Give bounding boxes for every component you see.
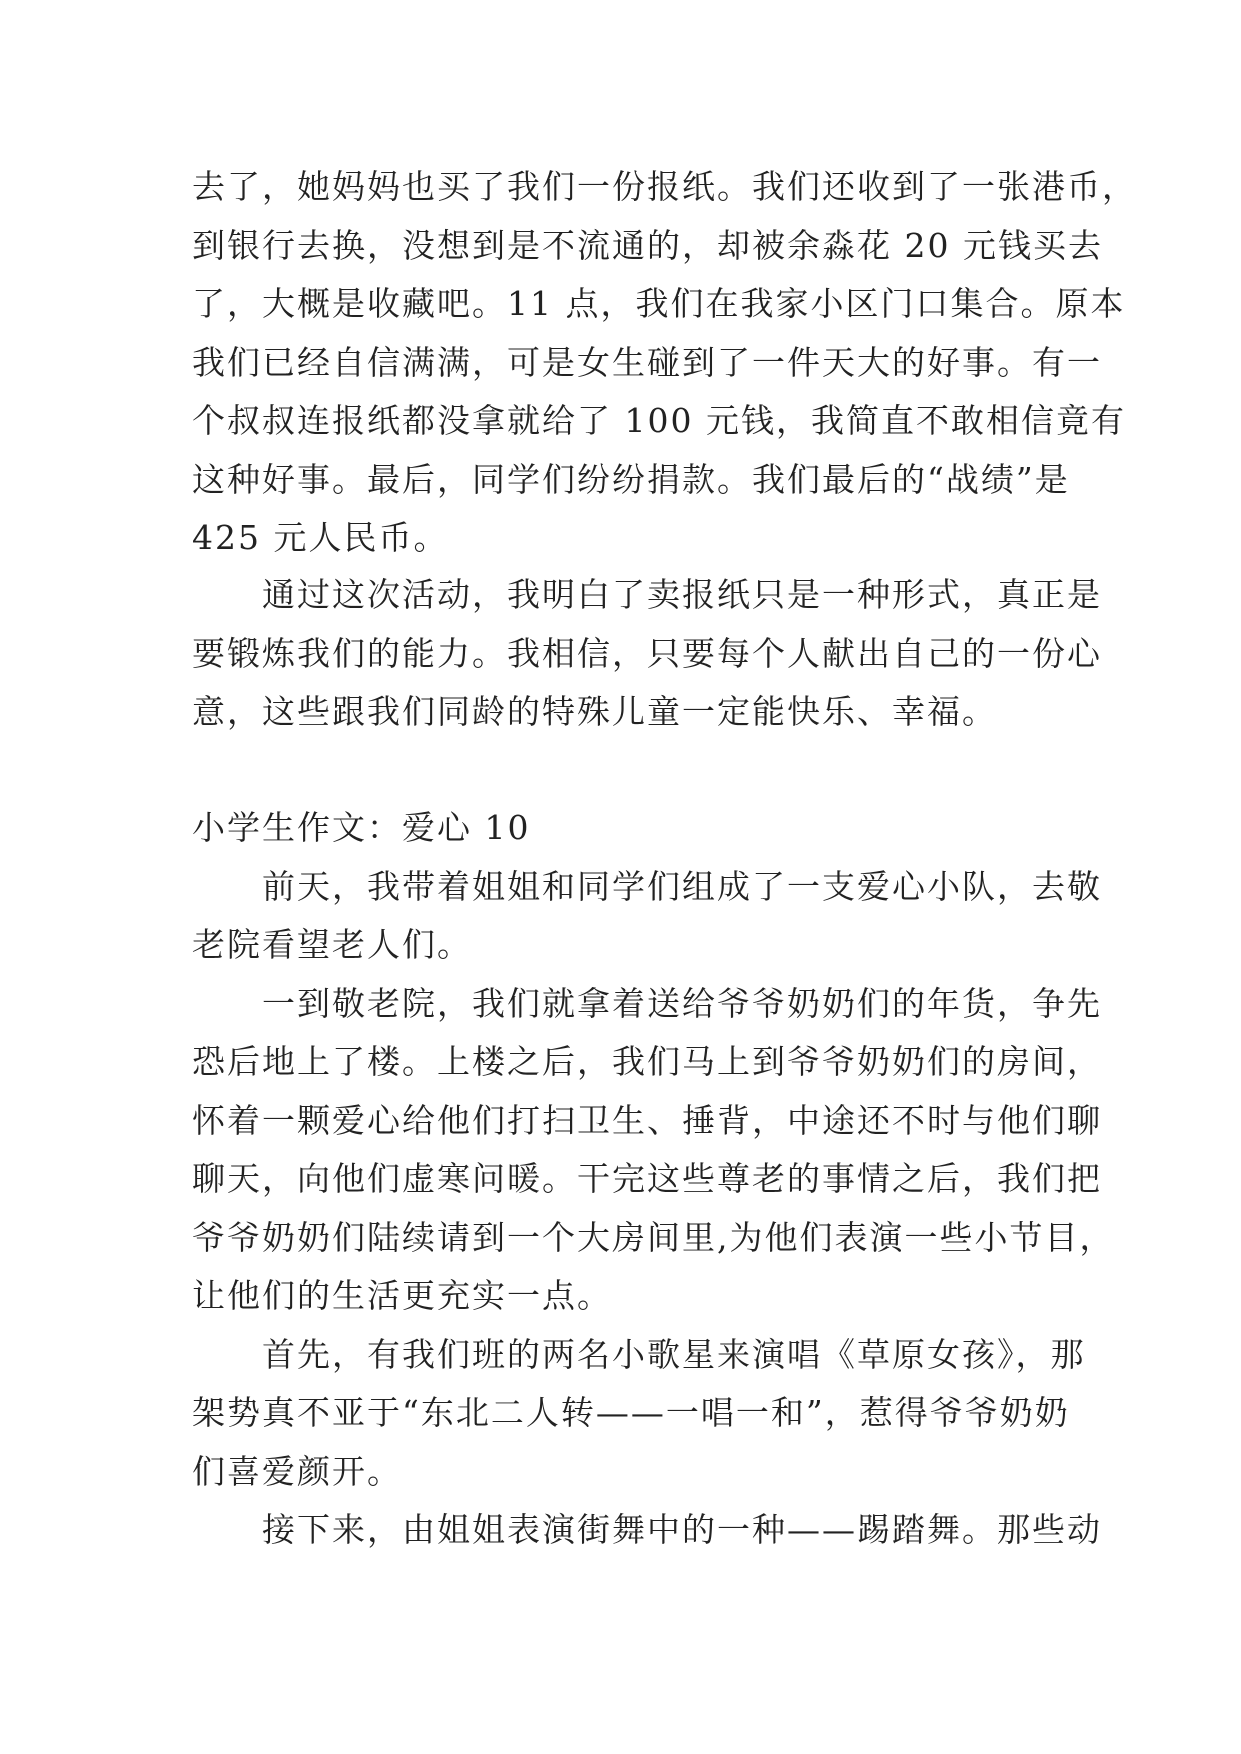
text-line: 前天，我带着姐姐和同学们组成了一支爱心小队，去敬 (192, 866, 1102, 906)
text-line: 我们已经自信满满，可是女生碰到了一件天大的好事。有一 (192, 342, 1102, 382)
text-line: 让他们的生活更充实一点。 (192, 1276, 612, 1315)
text-line: 架势真不亚于“东北二人转——一唱一和”，惹得爷爷奶奶 (192, 1393, 1070, 1432)
text-line: 通过这次活动，我明白了卖报纸只是一种形式，真正是 (192, 575, 1102, 614)
text-line: 接下来，由姐姐表演街舞中的一种——踢踏舞。那些动 (192, 1510, 1102, 1549)
essay-section-10 (192, 799, 1115, 1560)
text-line: 一到敬老院，我们就拿着送给爷爷奶奶们的年货，争先 (192, 983, 1102, 1023)
text-line: 聊天，向他们虚寒问暖。干完这些尊老的事情之后，我们把 (192, 1159, 1102, 1198)
text-line: 老院看望老人们。 (192, 925, 472, 964)
text-line: 要锻炼我们的能力。我相信，只要每个人献出自己的一份心 (192, 633, 1102, 673)
text-line: 到银行去换，没想到是不流通的，却被余淼花 20 元钱买去 (192, 225, 1103, 265)
text-line: 这种好事。最后，同学们纷纷捐款。我们最后的“战绩”是 (192, 459, 1070, 499)
text-line: 首先，有我们班的两名小歌星来演唱《草原女孩》，那 (192, 1334, 1086, 1374)
text-line: 去了，她妈妈也买了我们一份报纸。我们还收到了一张港币， (192, 167, 1137, 206)
text-line: 了，大概是收藏吧。11 点，我们在我家小区门口集合。原本 (192, 284, 1126, 323)
text-line: 425 元人民币。 (192, 518, 449, 557)
text-line: 个叔叔连报纸都没拿就给了 100 元钱，我简直不敢相信竟有 (192, 401, 1126, 440)
text-line: 意，这些跟我们同龄的特殊儿童一定能快乐、幸福。 (192, 692, 997, 731)
text-line: 爷爷奶奶们陆续请到一个大房间里,为他们表演一些小节目， (192, 1217, 1115, 1257)
text-line: 怀着一颗爱心给他们打扫卫生、捶背，中途还不时与他们聊 (192, 1100, 1102, 1140)
text-line: 恐后地上了楼。上楼之后，我们马上到爷爷奶奶们的房间， (192, 1042, 1102, 1081)
text-line: 们喜爱颜开。 (192, 1451, 402, 1491)
essay-continuation (192, 158, 1137, 568)
section-heading: 小学生作文：爱心 10 (192, 808, 531, 847)
conclusion-paragraph (192, 566, 1102, 742)
